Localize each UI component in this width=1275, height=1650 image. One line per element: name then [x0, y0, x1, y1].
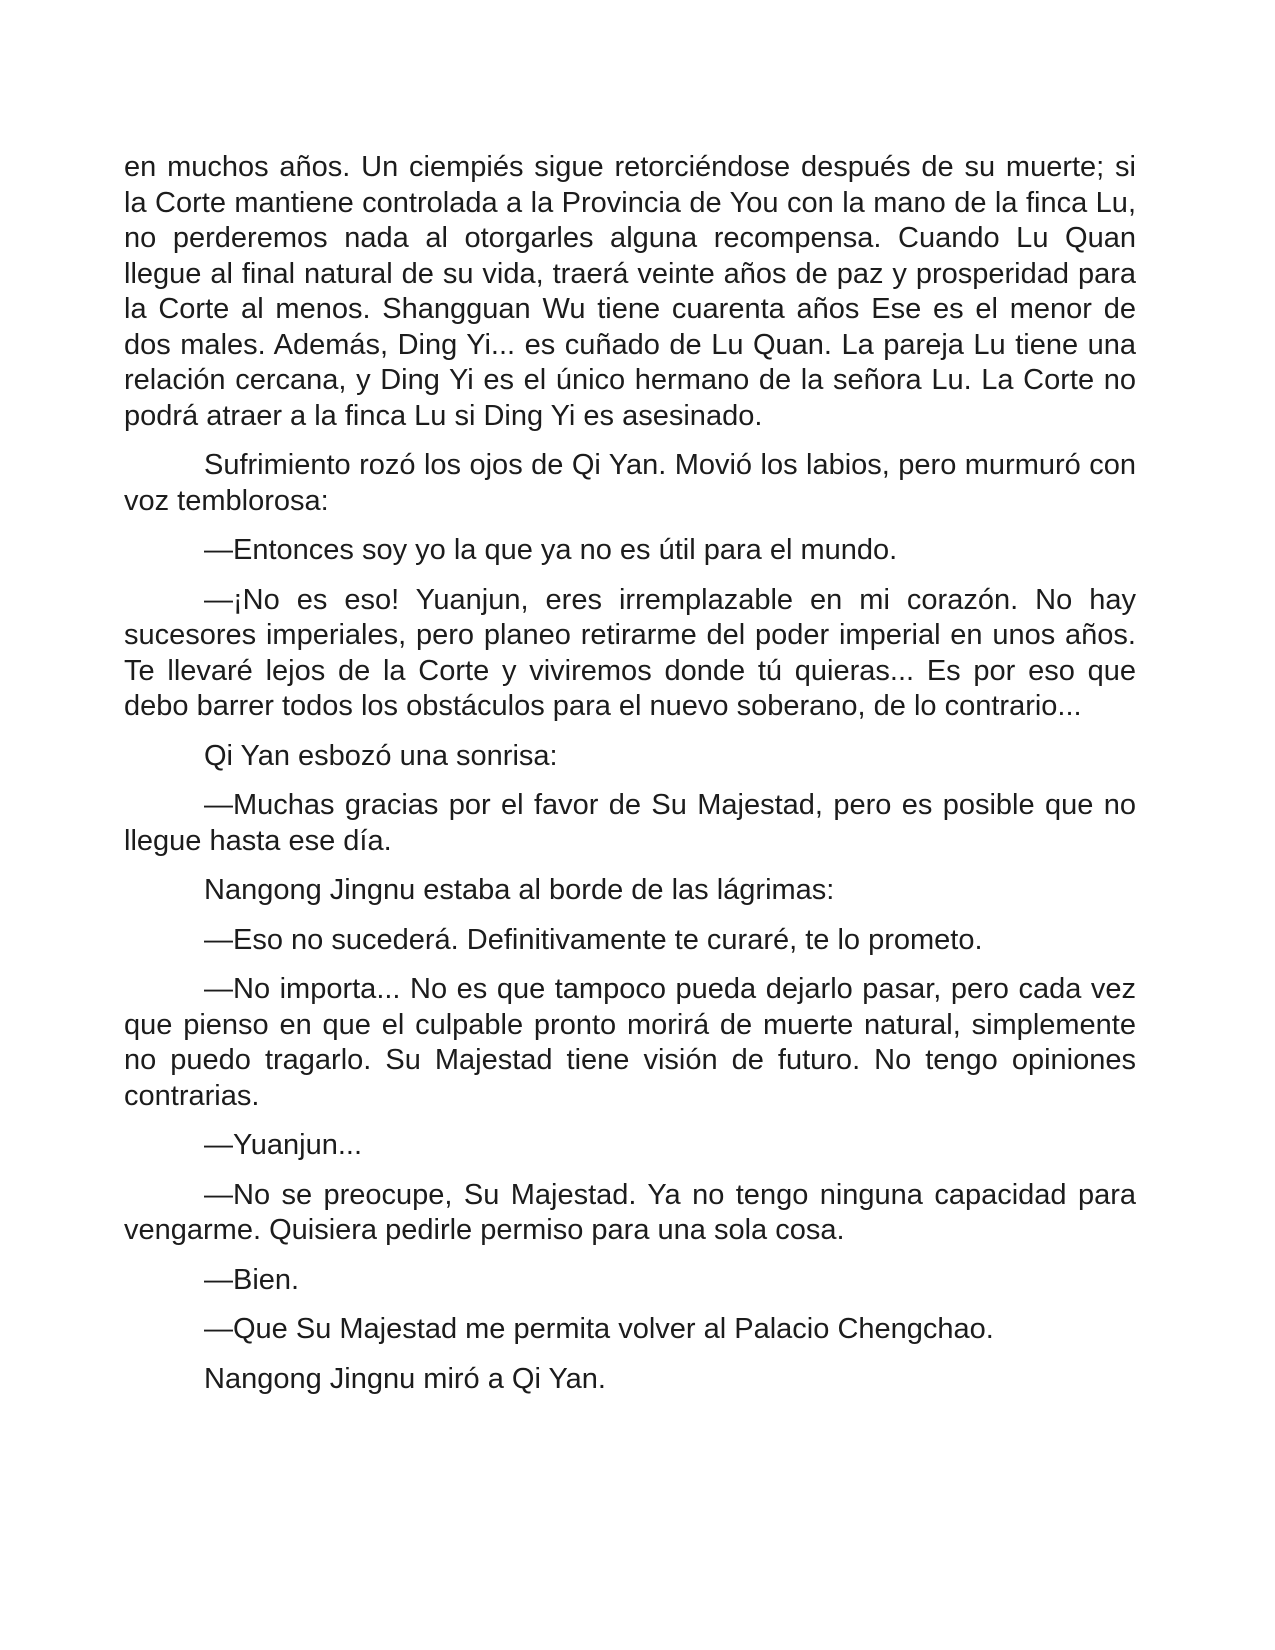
paragraph-12: —Bien.	[204, 1263, 300, 1296]
document-page	[124, 150, 1136, 1411]
paragraph-8: —Eso no sucederá. Definitivamente te curaré, te lo prometo.	[204, 923, 983, 956]
paragraph-5: Qi Yan esbozó una sonrisa:	[204, 739, 558, 772]
paragraph-13: —Que Su Majestad me permita volver al Palacio Chengchao.	[204, 1313, 994, 1345]
paragraph-11: —No se preocupe, Su Majestad. Ya no tengo ninguna capacidad para vengarme. Quisiera pedirle permiso para una sola cosa.	[124, 1178, 1136, 1246]
paragraph-6: —Muchas gracias por el favor de Su Majestad, pero es posible que no llegue hasta ese día.	[124, 789, 1136, 857]
paragraph-9: —No importa... No es que tampoco pueda dejarlo pasar, pero cada vez que pienso en que el culpable pronto morirá de muerte natural, simplemente no puedo tragarlo. Su Majestad tiene visión de futuro. No tengo opiniones contrarias.	[124, 973, 1136, 1112]
paragraph-7: Nangong Jingnu estaba al borde de las lágrimas:	[204, 874, 835, 906]
paragraph-3: —Entonces soy yo la que ya no es útil para el mundo.	[204, 534, 898, 566]
paragraph-14: Nangong Jingnu miró a Qi Yan.	[204, 1362, 606, 1395]
paragraph-4: —¡No es eso! Yuanjun, eres irremplazable en mi corazón. No hay sucesores imperiales, pero planeo retirarme del poder imperial en unos años. Te llevaré lejos de la Corte y viviremos donde tú quieras... Es por eso que debo barrer todos los obstáculos para el nuevo soberano, de lo contrario...	[124, 583, 1136, 722]
paragraph-2: Sufrimiento rozó los ojos de Qi Yan. Movió los labios, pero murmuró con voz temblorosa:	[124, 449, 1136, 517]
paragraph-1: en muchos años. Un ciempiés sigue retorciéndose después de su muerte; si la Corte mantiene controlada a la Provincia de You con la mano de la finca Lu, no perderemos nada al otorgarles alguna recompensa. Cuando Lu Quan llegue al final natural de su vida, traerá veinte años de paz y prosperidad para la Corte al menos. Shangguan Wu tiene cuarenta años Ese es el menor de dos males. Además, Ding Yi... es cuñado de Lu Quan. La pareja Lu tiene una relación cercana, y Ding Yi es el único hermano de la señora Lu. La Corte no podrá atraer a la finca Lu si Ding Yi es asesinado.	[124, 151, 1136, 432]
paragraph-10: —Yuanjun...	[204, 1129, 362, 1161]
